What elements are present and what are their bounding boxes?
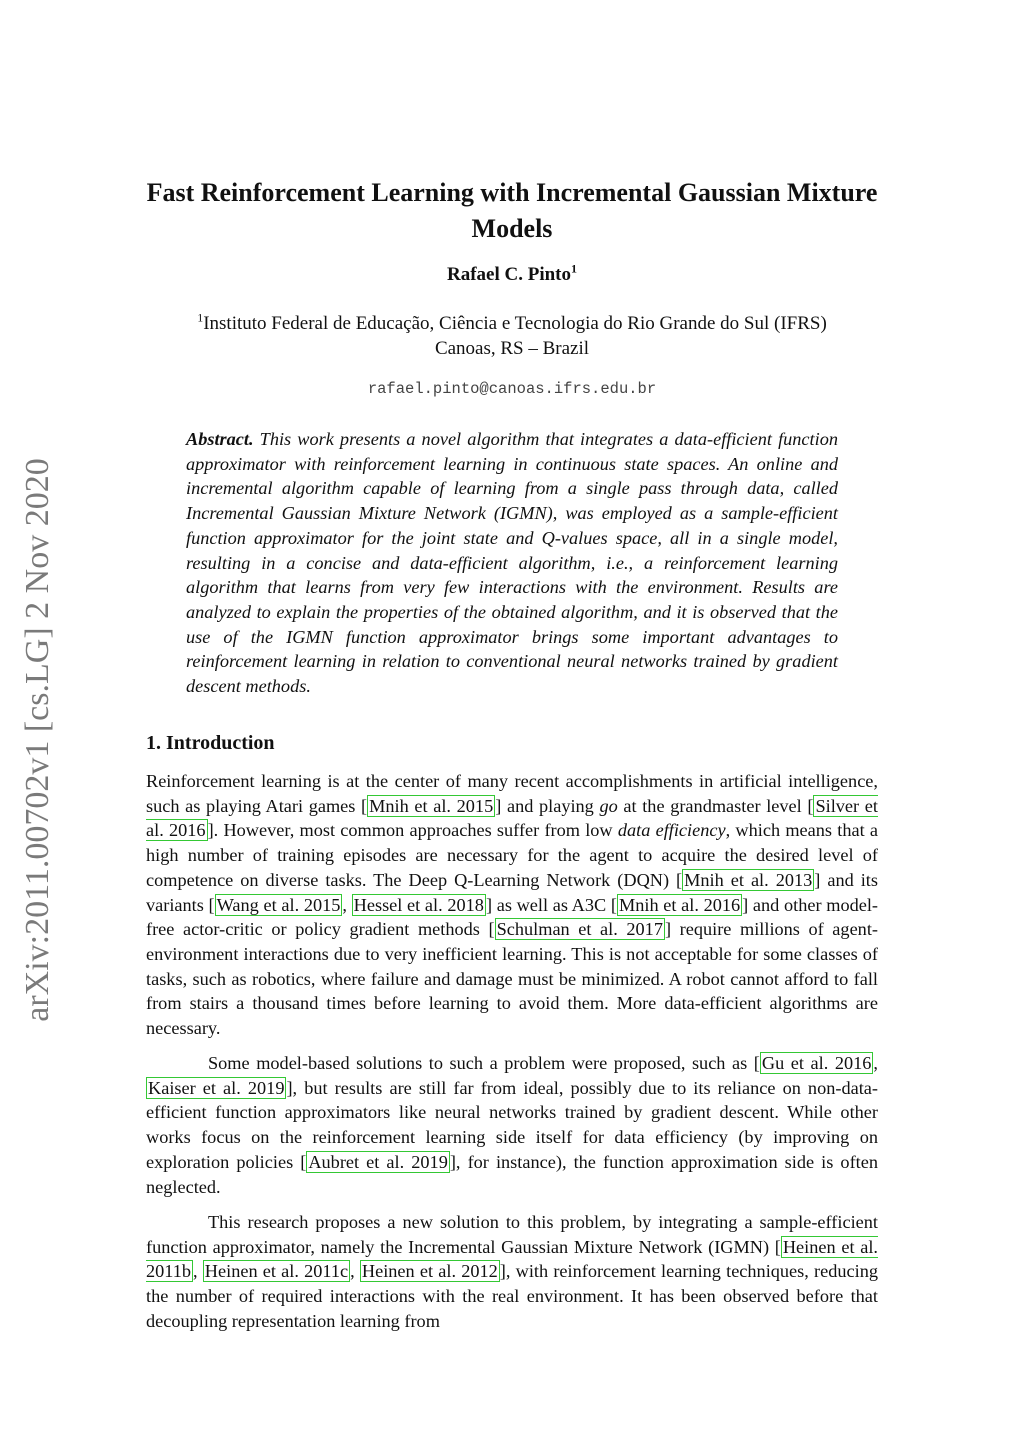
intro-paragraph-1 [146,769,878,1041]
arxiv-identifier: arXiv:2011.00702v1 [cs.LG] 2 Nov 2020 [19,458,56,1022]
paragraph-text: , which means that a high number of training episodes are necessary for the agent to acquire the desired level of competence on diverse tasks. The Deep Q-Learning Network (DQN) [ [146,820,878,890]
author-name: Rafael C. Pinto [446,264,571,285]
citation-link[interactable]: Wang et al. 2015 [216,894,341,915]
citation-link[interactable]: Heinen et al. 2012 [361,1261,498,1282]
paragraph-text: ] and its variants [ [146,869,878,915]
abstract-label: Abstract. [186,429,254,449]
emphasis-text: go [599,795,618,816]
citation-link[interactable]: Mnih et al. 2013 [684,869,813,890]
paragraph-text: , [193,1261,203,1282]
paragraph-text: ] as well as A3C [ [485,894,617,915]
citation-link[interactable]: Kaiser et al. 2019 [148,1077,285,1098]
citation-link[interactable]: Silver et al. 2016 [146,795,878,841]
paragraph-text: ], but results are still far from ideal, possibly due to its reliance on non-data-efficient function approximators like neural networks trained by gradient descent. While other works focus on the reinforcement learning side itself for data efficiency (by improving on exploration policies [ [146,1077,878,1172]
paragraph-text: Reinforcement learning is at the center of many recent accomplishments in artificial intelligence, such as playing Atari games [ [146,771,878,816]
author-line [146,262,878,288]
abstract [186,427,838,699]
paragraph-text: ] require millions of agent-environment interactions due to very inefficient learning. This is not acceptable for some classes of tasks, such as robotics, where failure and damage must be minimized. A robot cannot afford to fall from stairs a thousand times before learning to avoid them. More data-efficient algorithms are necessary. [146,919,878,1039]
citation-link[interactable]: Hessel et al. 2018 [353,894,484,915]
author-email: rafael.pinto@canoas.ifrs.edu.br [367,380,657,398]
author-affiliation-mark: 1 [571,261,577,276]
paper-title: Fast Reinforcement Learning with Incremental Gaussian Mixture Models [146,178,878,243]
citation-link[interactable]: Heinen et al. 2011b [146,1236,878,1282]
paragraph-text: ] and playing [495,795,600,816]
paragraph-text: ] and other model-free actor-critic or policy gradient methods [ [146,894,878,940]
paragraph-text: ]. However, most common approaches suffer from low [207,820,618,841]
citation-link[interactable]: Mnih et al. 2016 [618,894,741,915]
paragraph-text: at the grandmaster level [ [617,795,814,816]
citation-link[interactable]: Schulman et al. 2017 [496,919,663,940]
citation-link[interactable]: Mnih et al. 2015 [369,795,494,816]
affiliation-location: Canoas, RS – Brazil [434,338,590,359]
citation-link[interactable]: Gu et al. 2016 [761,1053,872,1073]
citation-link[interactable]: Aubret et al. 2019 [308,1151,448,1172]
paragraph-text: , [342,894,352,915]
paragraph-text: ], for instance), the function approximation side is often neglected. [146,1151,878,1197]
affiliation [146,311,878,361]
paragraph-text: , [873,1053,878,1073]
paragraph-text: , [350,1261,360,1282]
section-heading-introduction: 1. Introduction [146,732,275,754]
paragraph-text: ], with reinforcement learning techniques, reducing the number of required interactions with the real environment. It has been observed before that decoupling representation learning from [146,1261,879,1331]
paragraph-text: This research proposes a new solution to this problem, by integrating a sample-efficient function approximator, namely the Incremental Gaussian Mixture Network (IGMN) [ [146,1212,878,1257]
intro-paragraph-3 [146,1210,878,1334]
abstract-text: This work presents a novel algorithm that integrates a data-efficient function approximator with reinforcement learning in continuous state spaces. An online and incremental algorithm capable of learning from a single pass through data, called Incremental Gaussian Mixture Network (IGMN), was employed as a sample-efficient function approximator for the joint state and Q-values space, all in a single model, resulting in a concise and data-efficient algorithm, i.e., a reinforcement learning algorithm that learns from very few interactions with the environment. Results are analyzed to explain the properties of the obtained algorithm, and it is observed that the use of the IGMN function approximator brings some important advantages to reinforcement learning in relation to conventional neural networks trained by gradient descent methods. [186,429,838,697]
affiliation-mark: 1 [197,310,204,325]
affiliation-name: Instituto Federal de Educação, Ciência e Tecnologia do Rio Grande do Sul (IFRS) [203,313,827,334]
citation-link[interactable]: Heinen et al. 2011c [204,1261,349,1282]
paragraph-text: Some model-based solutions to such a problem were proposed, such as [ [208,1053,760,1073]
intro-paragraph-2 [146,1051,878,1199]
emphasis-text: data efficiency [617,820,726,841]
affiliation-institute [146,311,878,336]
